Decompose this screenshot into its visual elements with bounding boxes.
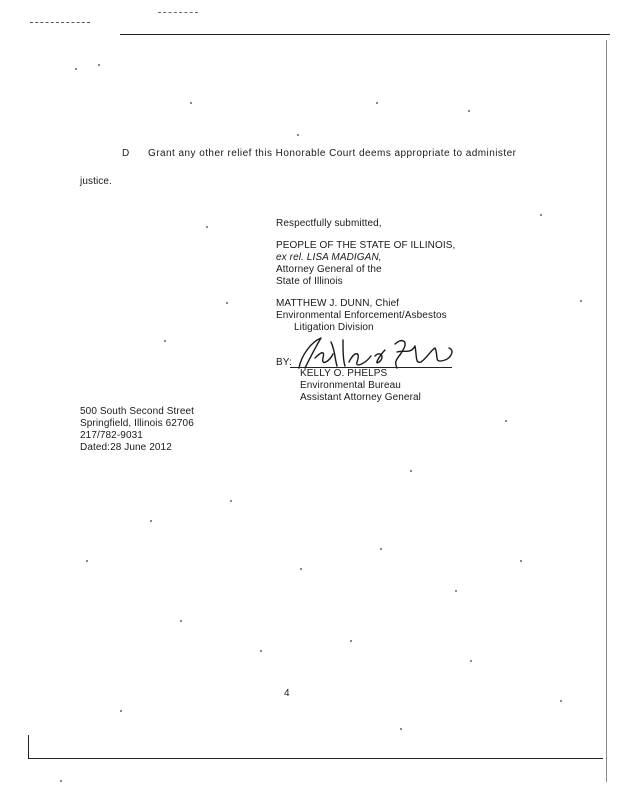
party-line-1: PEOPLE OF THE STATE OF ILLINOIS,: [276, 240, 456, 251]
scan-speckle: [468, 110, 470, 112]
scan-speckle: [350, 640, 352, 642]
address-date: Dated:28 June 2012: [80, 442, 172, 453]
scan-border-right: [606, 40, 607, 782]
scan-speckle: [297, 134, 299, 136]
scan-speckle: [580, 300, 582, 302]
scan-speckle: [520, 560, 522, 562]
scan-artifact-top-mid: [158, 12, 198, 13]
scan-speckle: [150, 520, 152, 522]
scan-speckle: [376, 102, 378, 104]
division-line-2: Environmental Enforcement/Asbestos: [276, 310, 447, 321]
scan-speckle: [180, 620, 182, 622]
scan-speckle: [455, 590, 457, 592]
scan-speckle: [380, 548, 382, 550]
scan-speckle: [400, 728, 402, 730]
page-number: 4: [284, 688, 290, 699]
party-line-2: ex rel. LISA MADIGAN,: [276, 252, 382, 263]
closing-text: Respectfully submitted,: [276, 218, 382, 229]
scan-speckle: [470, 660, 472, 662]
scan-speckle: [206, 226, 208, 228]
scan-speckle: [300, 568, 302, 570]
scan-artifact-top-left: [30, 22, 90, 23]
paragraph-letter: D: [122, 148, 130, 159]
address-street: 500 South Second Street: [80, 406, 195, 417]
paragraph-text: Grant any other relief this Honorable Court deems appropriate to administer: [148, 148, 517, 159]
scan-speckle: [410, 470, 412, 472]
scan-speckle: [226, 302, 228, 304]
signer-dept: Environmental Bureau: [300, 380, 401, 391]
signer-name: KELLY O. PHELPS: [300, 368, 388, 379]
scan-speckle: [260, 650, 262, 652]
division-line-3: Litigation Division: [294, 322, 374, 333]
signer-title: Assistant Attorney General: [300, 392, 421, 403]
scan-speckle: [75, 68, 77, 70]
party-line-3: Attorney General of the: [276, 264, 382, 275]
scan-speckle: [560, 700, 562, 702]
scan-speckle: [86, 560, 88, 562]
party-line-4: State of Illinois: [276, 276, 343, 287]
address-phone: 217/782-9031: [80, 430, 143, 441]
scan-speckle: [190, 102, 192, 104]
scan-speckle: [505, 420, 507, 422]
division-line-1: MATTHEW J. DUNN, Chief: [276, 298, 400, 309]
scan-border-top: [120, 34, 610, 35]
scan-speckle: [540, 214, 542, 216]
scan-speckle: [120, 710, 122, 712]
scan-border-left: [28, 735, 29, 759]
scan-speckle: [230, 500, 232, 502]
paragraph-continuation: justice.: [80, 176, 112, 187]
scan-speckle: [60, 780, 62, 782]
by-label: BY:: [276, 357, 292, 368]
scan-speckle: [98, 64, 100, 66]
scan-speckle: [164, 340, 166, 342]
scan-border-bottom: [28, 758, 603, 759]
address-city: Springfield, Illinois 62706: [80, 418, 194, 429]
